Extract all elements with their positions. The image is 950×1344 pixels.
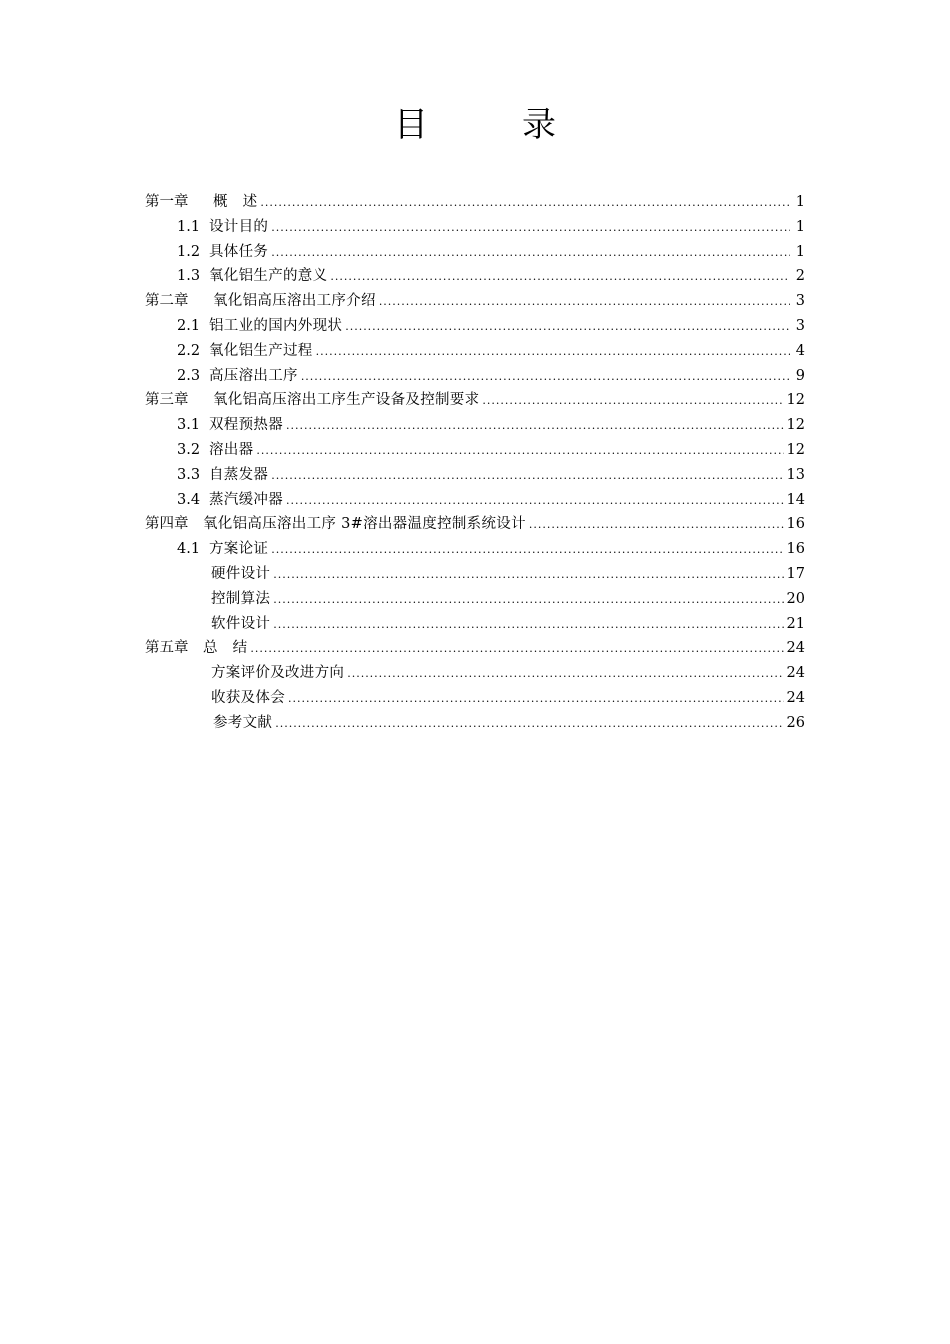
entry-title: 铝工业的国内外现状 <box>209 317 343 334</box>
entry-page-number: 9 <box>795 367 805 384</box>
entry-page-number: 2 <box>795 268 805 285</box>
dot-leader <box>288 687 784 712</box>
entry-page-number: 16 <box>786 541 805 558</box>
entry-page-number: 24 <box>786 640 805 657</box>
dot-leader <box>273 613 783 638</box>
toc-entry-2-3[interactable] <box>145 364 805 389</box>
entry-page-number: 12 <box>786 441 805 458</box>
dot-leader <box>271 241 790 266</box>
dot-leader <box>275 712 783 737</box>
table-of-contents <box>145 190 805 736</box>
entry-title: 溶出器 <box>209 441 254 458</box>
toc-entry-chapter-4[interactable] <box>145 512 805 537</box>
entry-page-number: 16 <box>786 516 805 533</box>
entry-title: 氧化铝高压溶出工序介绍 <box>213 293 376 310</box>
entry-number: 1.3 <box>177 268 201 285</box>
dot-leader <box>330 265 790 290</box>
dot-leader <box>316 340 790 365</box>
entry-title: 高压溶出工序 <box>209 367 298 384</box>
entry-page-number: 12 <box>786 417 805 434</box>
toc-entry-chapter-5[interactable] <box>145 636 805 661</box>
dot-leader <box>271 464 783 489</box>
entry-title: 氧化铝生产的意义 <box>209 268 328 285</box>
entry-title: 蒸汽缓冲器 <box>209 491 283 508</box>
entry-title: 硬件设计 <box>211 565 271 582</box>
dot-leader <box>286 414 784 439</box>
toc-entry-chapter-3[interactable] <box>145 388 805 413</box>
dot-leader <box>286 489 784 514</box>
toc-entry-3-4[interactable] <box>145 488 805 513</box>
toc-entry-2-2[interactable] <box>145 339 805 364</box>
entry-title: 氧化铝高压溶出工序 3#溶出器温度控制系统设计 <box>203 516 526 533</box>
entry-number: 第二章 <box>145 293 189 310</box>
entry-title: 控制算法 <box>211 590 271 607</box>
entry-title: 设计目的 <box>209 218 269 235</box>
entry-number: 第四章 <box>145 516 189 533</box>
toc-entry-chapter-2[interactable] <box>145 289 805 314</box>
entry-title: 概 述 <box>213 194 258 210</box>
entry-title: 氧化铝高压溶出工序生产设备及控制要求 <box>213 392 480 409</box>
dot-leader <box>529 513 784 538</box>
dot-leader <box>271 216 790 241</box>
entry-page-number: 1 <box>795 194 805 210</box>
toc-entry-2-1[interactable] <box>145 314 805 339</box>
dot-leader <box>345 315 790 340</box>
entry-number: 3.3 <box>177 466 201 483</box>
entry-page-number: 3 <box>795 317 805 334</box>
entry-page-number: 26 <box>786 714 805 731</box>
entry-page-number: 24 <box>786 689 805 706</box>
entry-number: 3.1 <box>177 417 201 434</box>
entry-number: 3.4 <box>177 491 201 508</box>
entry-page-number: 1 <box>795 218 805 235</box>
dot-leader <box>347 662 783 687</box>
entry-page-number: 24 <box>786 665 805 682</box>
dot-leader <box>273 563 783 588</box>
entry-title: 软件设计 <box>211 615 271 632</box>
dot-leader <box>273 588 783 613</box>
toc-entry-control-algorithm[interactable] <box>145 587 805 612</box>
entry-title: 氧化铝生产过程 <box>209 342 313 359</box>
entry-title: 具体任务 <box>209 243 269 260</box>
entry-page-number: 17 <box>786 565 805 582</box>
entry-title: 参考文献 <box>213 714 273 731</box>
toc-entry-1-1[interactable] <box>145 215 805 240</box>
entry-page-number: 3 <box>795 293 805 310</box>
toc-entry-3-1[interactable] <box>145 413 805 438</box>
entry-page-number: 14 <box>786 491 805 508</box>
entry-page-number: 13 <box>786 466 805 483</box>
entry-number: 1.1 <box>177 218 201 235</box>
entry-title: 自蒸发器 <box>209 466 269 483</box>
dot-leader <box>482 389 783 414</box>
entry-title: 收获及体会 <box>211 689 285 706</box>
toc-entry-chapter-1[interactable] <box>145 190 805 215</box>
toc-entry-software-design[interactable] <box>145 612 805 637</box>
dot-leader <box>256 439 783 464</box>
toc-entry-3-2[interactable] <box>145 438 805 463</box>
entry-number: 1.2 <box>177 243 201 260</box>
dot-leader <box>271 538 783 563</box>
toc-entry-3-3[interactable] <box>145 463 805 488</box>
entry-number: 2.3 <box>177 367 201 384</box>
entry-number: 第五章 <box>145 640 189 657</box>
entry-number: 4.1 <box>177 541 201 558</box>
toc-entry-evaluation[interactable] <box>145 661 805 686</box>
dot-leader <box>379 290 790 315</box>
toc-entry-hardware-design[interactable] <box>145 562 805 587</box>
entry-page-number: 1 <box>795 243 805 260</box>
entry-title: 方案评价及改进方向 <box>211 665 345 682</box>
entry-page-number: 20 <box>786 590 805 607</box>
dot-leader <box>260 191 790 216</box>
page-title: 目 录 <box>394 105 586 145</box>
entry-title: 方案论证 <box>209 541 269 558</box>
entry-title: 双程预热器 <box>209 417 283 434</box>
toc-entry-gains[interactable] <box>145 686 805 711</box>
toc-entry-1-3[interactable] <box>145 264 805 289</box>
dot-leader <box>301 365 790 390</box>
dot-leader <box>250 637 783 662</box>
entry-number: 2.1 <box>177 317 201 334</box>
toc-entry-4-1[interactable] <box>145 537 805 562</box>
toc-entry-1-2[interactable] <box>145 240 805 265</box>
entry-number: 2.2 <box>177 342 201 359</box>
entry-page-number: 4 <box>795 342 805 359</box>
entry-number: 3.2 <box>177 441 201 458</box>
entry-number: 第三章 <box>145 392 189 409</box>
entry-title: 总 结 <box>203 640 248 657</box>
entry-page-number: 12 <box>786 392 805 409</box>
toc-entry-references[interactable] <box>145 711 805 736</box>
entry-number: 第一章 <box>145 194 189 210</box>
entry-page-number: 21 <box>786 615 805 632</box>
